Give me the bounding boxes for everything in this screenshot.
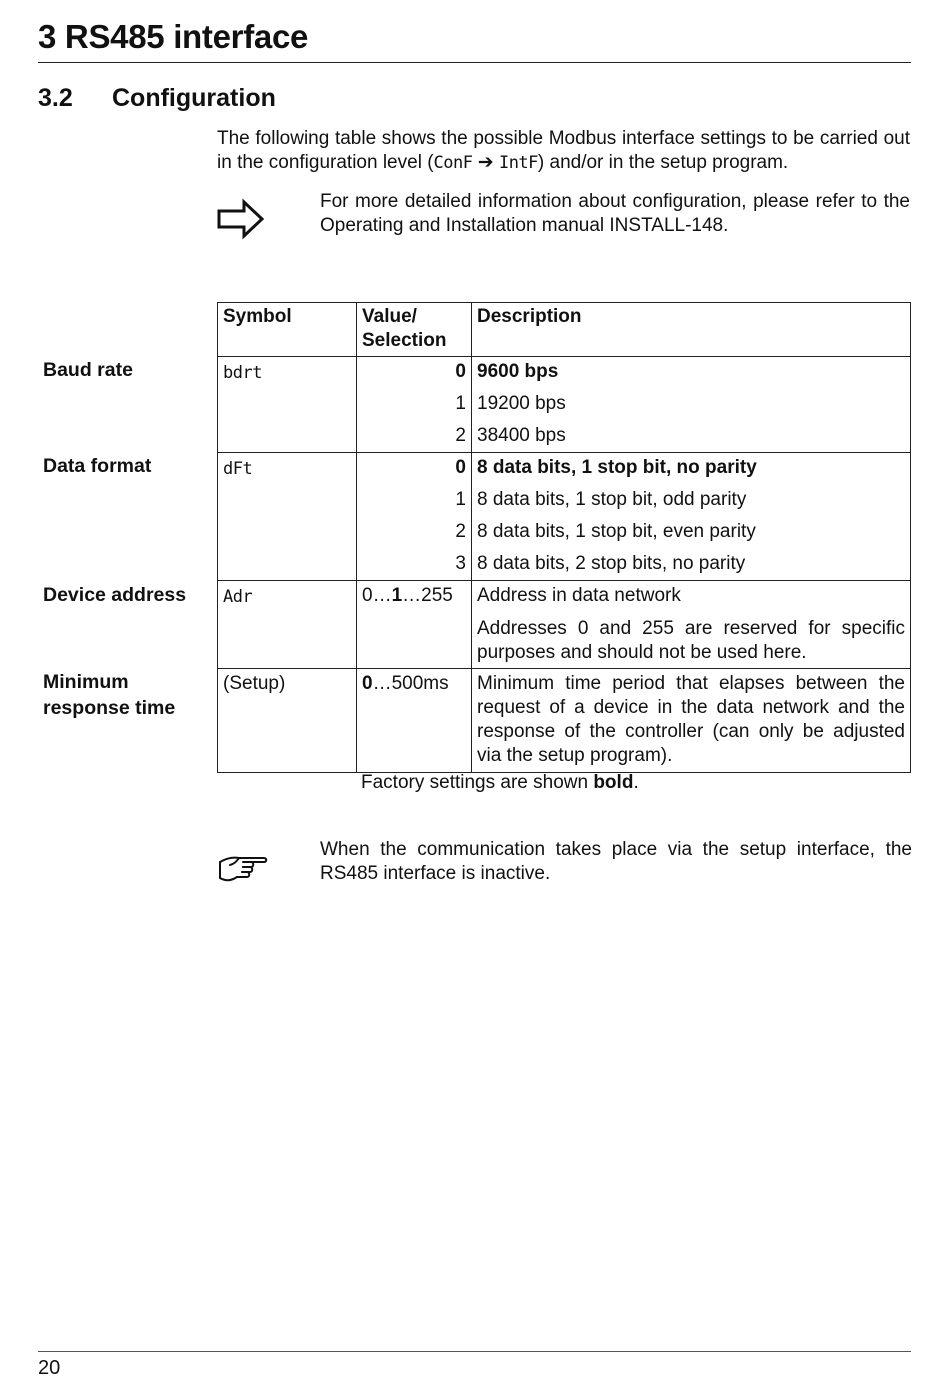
symbol-adr: Adr bbox=[223, 587, 253, 607]
header-description: Description bbox=[472, 303, 911, 357]
section-title: Configuration bbox=[112, 84, 276, 112]
value-cell: 2 bbox=[357, 421, 472, 453]
table-row bbox=[218, 517, 911, 549]
address-reserved-note: Addresses 0 and 255 are reserved for specific purposes and should not be used here. bbox=[477, 618, 905, 663]
table-row bbox=[218, 669, 911, 773]
value-cell: 0 bbox=[357, 357, 472, 389]
description-cell: 8 data bits, 1 stop bit, no parity bbox=[472, 453, 911, 485]
symbol-cell bbox=[218, 549, 357, 581]
factory-note-end: . bbox=[633, 772, 639, 793]
symbol-cell bbox=[218, 581, 357, 669]
section-heading bbox=[38, 84, 276, 113]
symbol-dft: dFt bbox=[223, 459, 253, 479]
address-description: Address in data network bbox=[477, 585, 681, 606]
value-default: 0 bbox=[362, 673, 373, 694]
label-device-address: Device address bbox=[43, 584, 187, 606]
description-cell: 8 data bits, 2 stop bits, no parity bbox=[472, 549, 911, 581]
footer-rule bbox=[38, 1351, 911, 1352]
description-cell: 19200 bps bbox=[472, 389, 911, 421]
description-cell bbox=[472, 581, 911, 669]
label-minimum-response-time: Minimum response time bbox=[43, 671, 176, 719]
arrow-outline-icon bbox=[217, 198, 265, 240]
section-number: 3.2 bbox=[38, 84, 73, 112]
modbus-settings-table bbox=[217, 302, 911, 773]
seg-conf: ConF bbox=[433, 153, 473, 173]
description-cell: 9600 bps bbox=[472, 357, 911, 389]
value-range-end: …500ms bbox=[372, 673, 449, 694]
header-value-text: Value/ Selection bbox=[362, 306, 447, 351]
value-cell bbox=[357, 669, 472, 773]
table-row bbox=[218, 549, 911, 581]
header-value-selection bbox=[357, 303, 472, 357]
symbol-cell bbox=[218, 485, 357, 517]
description-cell: Minimum time period that elapses between the request of a device in the data network and the response of the controller (can only be adjusted via the setup program). bbox=[472, 669, 911, 773]
table-row bbox=[218, 485, 911, 517]
value-cell: 1 bbox=[357, 389, 472, 421]
symbol-cell bbox=[218, 453, 357, 485]
intro-text-before: The following table shows the possible Modbus interface settings to be carried out in the configuration level ( bbox=[217, 128, 910, 173]
value-cell: 0 bbox=[357, 453, 472, 485]
intro-arrow: ➔ bbox=[472, 152, 499, 173]
value-default: 1 bbox=[391, 585, 403, 606]
intro-paragraph bbox=[217, 127, 910, 175]
table-row bbox=[218, 453, 911, 485]
chapter-title: 3 RS485 interface bbox=[38, 18, 309, 55]
value-cell: 2 bbox=[357, 517, 472, 549]
factory-note-bold: bold bbox=[593, 772, 634, 793]
note-setup-interface: When the communication takes place via the setup interface, the RS485 interface is inactive. bbox=[320, 839, 912, 884]
value-cell bbox=[357, 581, 472, 669]
symbol-cell: (Setup) bbox=[218, 669, 357, 773]
table-row bbox=[218, 421, 911, 453]
value-range-end: …255 bbox=[402, 585, 453, 606]
page-number: 20 bbox=[38, 1357, 61, 1379]
pointing-hand-icon bbox=[217, 852, 269, 886]
factory-note-text: Factory settings are shown bbox=[361, 772, 594, 793]
description-cell: 38400 bps bbox=[472, 421, 911, 453]
table-row bbox=[218, 389, 911, 421]
header-symbol: Symbol bbox=[218, 303, 357, 357]
symbol-cell bbox=[218, 421, 357, 453]
description-cell: 8 data bits, 1 stop bit, odd parity bbox=[472, 485, 911, 517]
value-cell: 1 bbox=[357, 485, 472, 517]
table-row bbox=[218, 357, 911, 389]
value-range-start: 0… bbox=[362, 585, 392, 606]
symbol-bdrt: bdrt bbox=[223, 363, 262, 383]
label-data-format: Data format bbox=[43, 455, 152, 477]
value-cell: 3 bbox=[357, 549, 472, 581]
header-rule bbox=[38, 62, 911, 63]
symbol-cell bbox=[218, 357, 357, 389]
factory-settings-note bbox=[361, 771, 639, 795]
symbol-cell bbox=[218, 517, 357, 549]
table-header-row bbox=[218, 303, 911, 357]
label-baud-rate: Baud rate bbox=[43, 359, 133, 381]
seg-intf: IntF bbox=[498, 153, 538, 173]
intro-text-after: ) and/or in the setup program. bbox=[537, 152, 789, 173]
description-cell: 8 data bits, 1 stop bit, even parity bbox=[472, 517, 911, 549]
note-configuration-reference: For more detailed information about configuration, please refer to the Operating and Installation manual INSTALL-148. bbox=[320, 191, 910, 236]
symbol-cell bbox=[218, 389, 357, 421]
table-row bbox=[218, 581, 911, 669]
